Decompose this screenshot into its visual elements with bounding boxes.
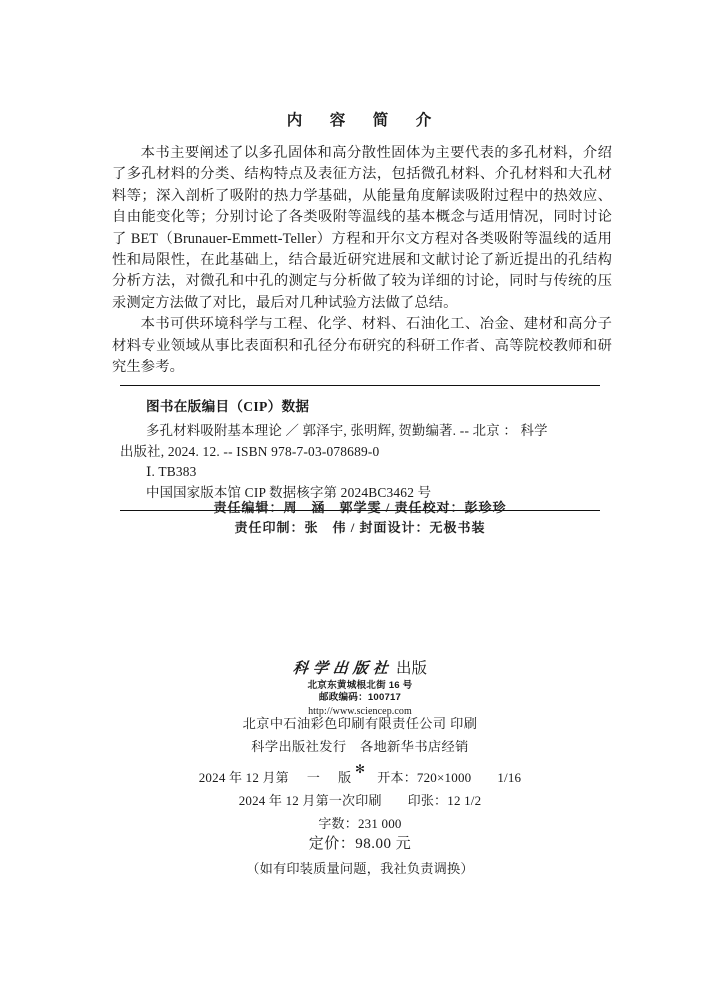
format-value: 720×1000 (416, 770, 472, 785)
printing-date: 2024 年 12 月第一次印刷 (238, 793, 382, 808)
publisher-section (120, 656, 600, 718)
cip-rule-top (120, 385, 600, 386)
edition-line (120, 766, 600, 789)
credits-line-editors: 责任编辑：周 涵 郭学雯 / 责任校对：彭珍珍 (213, 500, 507, 515)
publisher-address: 北京东黄城根北街 16 号 (307, 680, 413, 691)
wordcount-line: 字数：231 000 (318, 816, 402, 831)
cip-heading: 图书在版编目（CIP）数据 (146, 399, 310, 414)
quality-note: （如有印装质量问题，我社负责调换） (246, 861, 474, 876)
format-label: 开本： (377, 770, 417, 785)
edition-suffix: 版 (338, 770, 352, 785)
format-fraction: 1/16 (497, 770, 522, 785)
cip-classification: Ⅰ. TB383 (146, 464, 197, 479)
printing-line (120, 789, 600, 812)
price-value: 定价：98.00 元 (308, 836, 412, 852)
cip-core-number: 中国国家版本馆 CIP 数据核字第 2024BC3462 号 (146, 484, 432, 500)
printer-name: 北京中石油彩色印刷有限责任公司 印刷 (242, 716, 478, 731)
summary-paragraph-1: 本书主要阐述了以多孔固体和高分散性固体为主要代表的多孔材料，介绍了多孔材料的分类、结构特点及表征方法，包括微孔材料、介孔材料和大孔材料等；深入剖析了吸附的热力学基础，从能量角度解读吸附过程中的热效应、自由能变化等；分别讨论了各类吸附等温线的基本概念与适用情况，同时讨论了 BET（Brunauer-Emmett-Teller）方程和开尔文方程对各类吸附等温线的适用性和局限性，在此基础上，结合最近研究进展和文献讨论了新近提出的孔结构分析方法，对微孔和中孔的测定与分析做了较为详细的讨论，同时与传统的压汞测定方法做了对比，最后对几种试验方法做了总结。 (112, 145, 612, 311)
cip-data-section (120, 385, 600, 511)
cip-body (120, 421, 600, 503)
sheets-value: 12 1/2 (447, 793, 482, 808)
credits-line-production: 责任印制：张 伟 / 封面设计：无极书装 (234, 520, 486, 535)
edition-prefix: 2024 年 12 月第 (198, 770, 289, 785)
publisher-logo-script: 科学出版社 (291, 661, 394, 677)
publisher-logo-plain: 出版 (396, 660, 428, 677)
content-summary-section (112, 108, 612, 378)
asterisk-separator-icon: ✻ (354, 762, 366, 776)
distribution-info: 科学出版社发行 各地新华书店经销 (251, 739, 469, 754)
summary-paragraph-2: 本书可供环境科学与工程、化学、材料、石油化工、冶金、建材和高分子材料专业领域从事比表面积和孔径分布研究的科研工作者、高等院校教师和研究生参考。 (112, 316, 612, 376)
edition-number: 一 (306, 770, 321, 785)
sheets-label: 印张： (407, 793, 448, 808)
publisher-website-url[interactable]: http://www.sciencep.com (308, 705, 412, 717)
editorial-credits-section (120, 498, 600, 538)
publisher-postal-code: 邮政编码：100717 (318, 692, 402, 704)
cip-imprint-statement: 出版社, 2024. 12. -- ISBN 978-7-03-078689-0 (120, 443, 380, 459)
price-section (120, 832, 600, 882)
cip-title-statement: 多孔材料吸附基本理论 ／ 郭泽宇, 张明辉, 贺勤编著. -- 北京 ： 科学 (146, 423, 548, 438)
summary-title: 内 容 简 介 (286, 112, 438, 129)
imprint-details-section (120, 766, 600, 835)
publisher-logo (120, 656, 600, 678)
